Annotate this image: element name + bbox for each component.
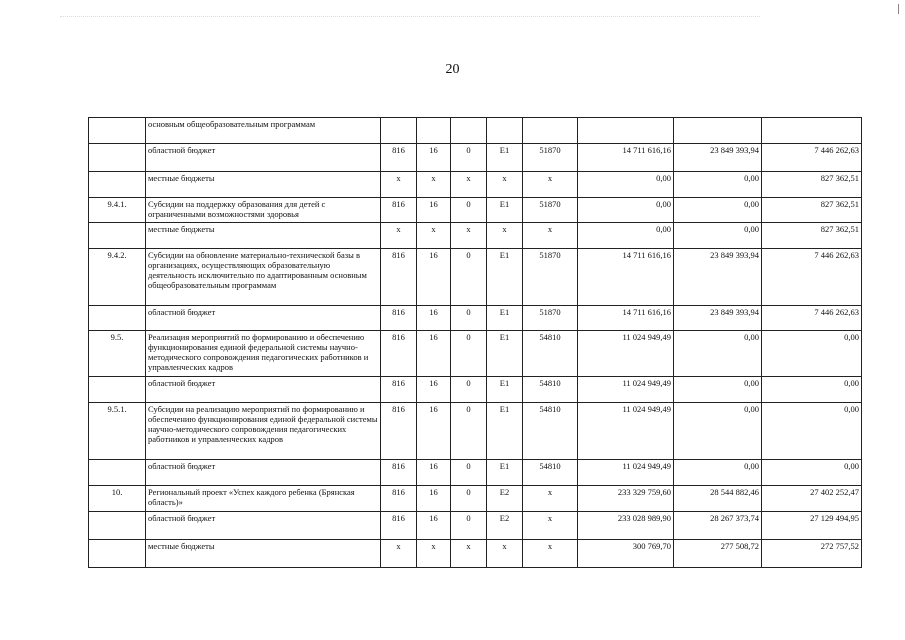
amount-year2-cell: 0,00 bbox=[674, 223, 762, 249]
amount-year2-cell: 277 508,72 bbox=[674, 540, 762, 568]
description-cell: областной бюджет bbox=[146, 377, 381, 403]
amount-year1-cell: 11 024 949,49 bbox=[578, 377, 674, 403]
amount-year2-cell: 0,00 bbox=[674, 403, 762, 460]
glavn-code-cell: x bbox=[381, 223, 417, 249]
table-row bbox=[89, 144, 862, 172]
amount-year3-cell: 27 402 252,47 bbox=[762, 486, 862, 512]
row-number-cell: 10. bbox=[89, 486, 146, 512]
row-number-cell bbox=[89, 223, 146, 249]
project-code-cell: E1 bbox=[487, 331, 523, 377]
direction-code-cell: 51870 bbox=[523, 144, 578, 172]
scan-artifact-dots bbox=[60, 16, 760, 19]
section-code-cell: 16 bbox=[417, 403, 451, 460]
table-row bbox=[89, 331, 862, 377]
description-cell: областной бюджет bbox=[146, 460, 381, 486]
row-number-cell: 9.4.1. bbox=[89, 198, 146, 223]
section-code-cell: x bbox=[417, 223, 451, 249]
amount-year3-cell: 27 129 494,95 bbox=[762, 512, 862, 540]
section-code-cell: 16 bbox=[417, 486, 451, 512]
amount-year2-cell: 28 544 882,46 bbox=[674, 486, 762, 512]
table-row bbox=[89, 460, 862, 486]
article-code-cell: 0 bbox=[451, 331, 487, 377]
glavn-code-cell: 816 bbox=[381, 403, 417, 460]
description-cell: местные бюджеты bbox=[146, 223, 381, 249]
amount-year2-cell: 0,00 bbox=[674, 460, 762, 486]
glavn-code-cell: 816 bbox=[381, 460, 417, 486]
row-number-cell: 9.4.2. bbox=[89, 249, 146, 306]
amount-year1-cell bbox=[578, 118, 674, 144]
row-number-cell bbox=[89, 306, 146, 331]
project-code-cell: x bbox=[487, 172, 523, 198]
project-code-cell: x bbox=[487, 223, 523, 249]
row-number-cell: 9.5. bbox=[89, 331, 146, 377]
table-row bbox=[89, 172, 862, 198]
article-code-cell: 0 bbox=[451, 460, 487, 486]
section-code-cell: x bbox=[417, 540, 451, 568]
section-code-cell: 16 bbox=[417, 306, 451, 331]
description-cell: Субсидии на реализацию мероприятий по формированию и обеспечению функционирования единой федеральной системы научно-методического сопровождения педагогических работников и управленческих кадров bbox=[146, 403, 381, 460]
amount-year2-cell: 23 849 393,94 bbox=[674, 144, 762, 172]
section-code-cell: 16 bbox=[417, 198, 451, 223]
project-code-cell: E1 bbox=[487, 198, 523, 223]
scan-edge-mark bbox=[898, 4, 899, 14]
row-number-cell: 9.5.1. bbox=[89, 403, 146, 460]
description-cell: Субсидии на поддержку образования для детей с ограниченными возможностями здоровья bbox=[146, 198, 381, 223]
amount-year2-cell: 23 849 393,94 bbox=[674, 306, 762, 331]
glavn-code-cell: 816 bbox=[381, 512, 417, 540]
table-row bbox=[89, 223, 862, 249]
row-number-cell bbox=[89, 377, 146, 403]
amount-year1-cell: 11 024 949,49 bbox=[578, 403, 674, 460]
description-cell: местные бюджеты bbox=[146, 172, 381, 198]
project-code-cell: E1 bbox=[487, 249, 523, 306]
amount-year3-cell: 827 362,51 bbox=[762, 172, 862, 198]
description-cell: областной бюджет bbox=[146, 512, 381, 540]
glavn-code-cell: 816 bbox=[381, 249, 417, 306]
table-row bbox=[89, 403, 862, 460]
amount-year3-cell bbox=[762, 118, 862, 144]
amount-year1-cell: 14 711 616,16 bbox=[578, 249, 674, 306]
article-code-cell: 0 bbox=[451, 144, 487, 172]
glavn-code-cell: 816 bbox=[381, 331, 417, 377]
amount-year3-cell: 7 446 262,63 bbox=[762, 306, 862, 331]
section-code-cell: 16 bbox=[417, 512, 451, 540]
table-row bbox=[89, 249, 862, 306]
project-code-cell: E2 bbox=[487, 486, 523, 512]
article-code-cell: 0 bbox=[451, 198, 487, 223]
project-code-cell: E1 bbox=[487, 377, 523, 403]
project-code-cell bbox=[487, 118, 523, 144]
project-code-cell: x bbox=[487, 540, 523, 568]
project-code-cell: E2 bbox=[487, 512, 523, 540]
row-number-cell bbox=[89, 172, 146, 198]
amount-year1-cell: 233 028 989,90 bbox=[578, 512, 674, 540]
section-code-cell: 16 bbox=[417, 377, 451, 403]
table-row bbox=[89, 377, 862, 403]
article-code-cell: x bbox=[451, 223, 487, 249]
section-code-cell: x bbox=[417, 172, 451, 198]
project-code-cell: E1 bbox=[487, 403, 523, 460]
amount-year1-cell: 14 711 616,16 bbox=[578, 144, 674, 172]
table-row bbox=[89, 198, 862, 223]
section-code-cell: 16 bbox=[417, 144, 451, 172]
amount-year1-cell: 0,00 bbox=[578, 198, 674, 223]
amount-year1-cell: 233 329 759,60 bbox=[578, 486, 674, 512]
row-number-cell bbox=[89, 460, 146, 486]
glavn-code-cell: x bbox=[381, 172, 417, 198]
amount-year3-cell: 0,00 bbox=[762, 331, 862, 377]
direction-code-cell: x bbox=[523, 172, 578, 198]
direction-code-cell: 51870 bbox=[523, 198, 578, 223]
amount-year3-cell: 7 446 262,63 bbox=[762, 249, 862, 306]
project-code-cell: E1 bbox=[487, 306, 523, 331]
amount-year3-cell: 0,00 bbox=[762, 377, 862, 403]
amount-year2-cell: 0,00 bbox=[674, 198, 762, 223]
glavn-code-cell: 816 bbox=[381, 306, 417, 331]
description-cell: областной бюджет bbox=[146, 306, 381, 331]
row-number-cell bbox=[89, 118, 146, 144]
table-row bbox=[89, 512, 862, 540]
amount-year2-cell: 0,00 bbox=[674, 377, 762, 403]
description-cell: основным общеобразовательным программам bbox=[146, 118, 381, 144]
section-code-cell: 16 bbox=[417, 460, 451, 486]
article-code-cell: 0 bbox=[451, 486, 487, 512]
amount-year3-cell: 827 362,51 bbox=[762, 198, 862, 223]
amount-year3-cell: 7 446 262,63 bbox=[762, 144, 862, 172]
amount-year2-cell: 0,00 bbox=[674, 172, 762, 198]
amount-year1-cell: 300 769,70 bbox=[578, 540, 674, 568]
article-code-cell: 0 bbox=[451, 403, 487, 460]
direction-code-cell: 54810 bbox=[523, 331, 578, 377]
amount-year1-cell: 14 711 616,16 bbox=[578, 306, 674, 331]
description-cell: Реализация мероприятий по формированию и обеспечению функционирования единой федеральной системы научно-методического сопровождения педагогических работников и управленческих кадров bbox=[146, 331, 381, 377]
direction-code-cell: 54810 bbox=[523, 377, 578, 403]
amount-year3-cell: 0,00 bbox=[762, 460, 862, 486]
amount-year3-cell: 827 362,51 bbox=[762, 223, 862, 249]
article-code-cell: 0 bbox=[451, 249, 487, 306]
amount-year2-cell: 0,00 bbox=[674, 331, 762, 377]
project-code-cell: E1 bbox=[487, 460, 523, 486]
amount-year2-cell bbox=[674, 118, 762, 144]
row-number-cell bbox=[89, 540, 146, 568]
project-code-cell: E1 bbox=[487, 144, 523, 172]
amount-year2-cell: 28 267 373,74 bbox=[674, 512, 762, 540]
table-body bbox=[89, 118, 862, 568]
section-code-cell: 16 bbox=[417, 249, 451, 306]
direction-code-cell: x bbox=[523, 540, 578, 568]
description-cell: областной бюджет bbox=[146, 144, 381, 172]
row-number-cell bbox=[89, 512, 146, 540]
glavn-code-cell: 816 bbox=[381, 377, 417, 403]
amount-year1-cell: 11 024 949,49 bbox=[578, 331, 674, 377]
description-cell: Субсидии на обновление материально-технической базы в организациях, осуществляющих образовательную деятельность исключительно по адаптированным основным общеобразовательным программам bbox=[146, 249, 381, 306]
glavn-code-cell: 816 bbox=[381, 198, 417, 223]
table-row bbox=[89, 118, 862, 144]
table-row bbox=[89, 306, 862, 331]
direction-code-cell: 54810 bbox=[523, 460, 578, 486]
direction-code-cell bbox=[523, 118, 578, 144]
section-code-cell bbox=[417, 118, 451, 144]
direction-code-cell: 51870 bbox=[523, 249, 578, 306]
article-code-cell bbox=[451, 118, 487, 144]
table-row bbox=[89, 540, 862, 568]
table-row bbox=[89, 486, 862, 512]
direction-code-cell: x bbox=[523, 223, 578, 249]
amount-year1-cell: 11 024 949,49 bbox=[578, 460, 674, 486]
article-code-cell: x bbox=[451, 540, 487, 568]
direction-code-cell: 54810 bbox=[523, 403, 578, 460]
amount-year2-cell: 23 849 393,94 bbox=[674, 249, 762, 306]
budget-table bbox=[88, 117, 862, 568]
amount-year3-cell: 272 757,52 bbox=[762, 540, 862, 568]
glavn-code-cell: 816 bbox=[381, 144, 417, 172]
glavn-code-cell: x bbox=[381, 540, 417, 568]
description-cell: местные бюджеты bbox=[146, 540, 381, 568]
article-code-cell: x bbox=[451, 172, 487, 198]
direction-code-cell: x bbox=[523, 512, 578, 540]
glavn-code-cell bbox=[381, 118, 417, 144]
row-number-cell bbox=[89, 144, 146, 172]
page-number: 20 bbox=[445, 62, 460, 77]
direction-code-cell: 51870 bbox=[523, 306, 578, 331]
amount-year1-cell: 0,00 bbox=[578, 172, 674, 198]
direction-code-cell: x bbox=[523, 486, 578, 512]
glavn-code-cell: 816 bbox=[381, 486, 417, 512]
amount-year1-cell: 0,00 bbox=[578, 223, 674, 249]
description-cell: Региональный проект «Успех каждого ребенка (Брянская область)» bbox=[146, 486, 381, 512]
section-code-cell: 16 bbox=[417, 331, 451, 377]
article-code-cell: 0 bbox=[451, 512, 487, 540]
article-code-cell: 0 bbox=[451, 306, 487, 331]
article-code-cell: 0 bbox=[451, 377, 487, 403]
amount-year3-cell: 0,00 bbox=[762, 403, 862, 460]
